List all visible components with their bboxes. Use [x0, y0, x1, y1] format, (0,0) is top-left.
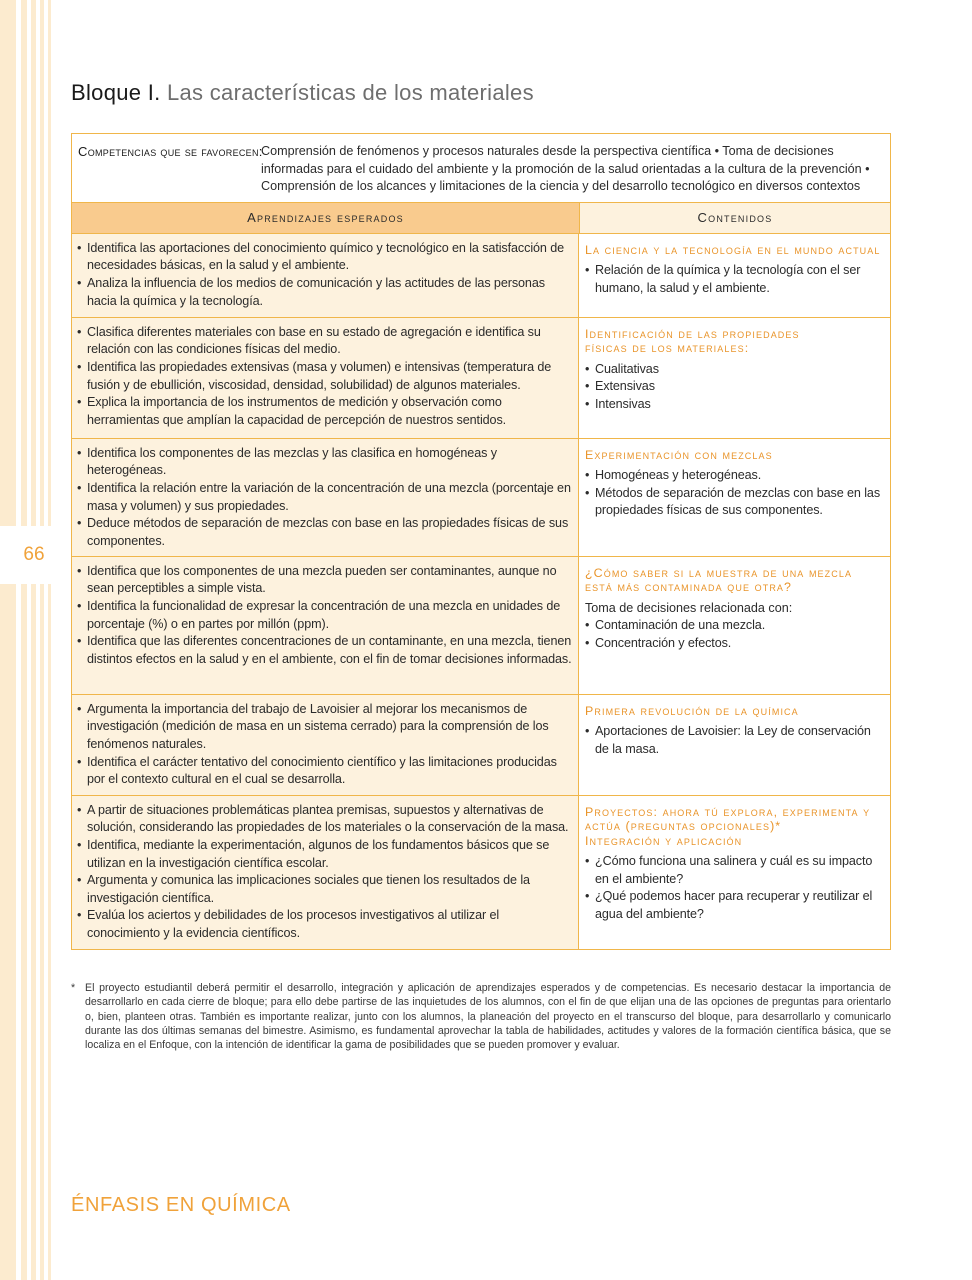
competencias-label: Competencias que se favorecen: — [78, 144, 263, 159]
curriculum-table — [71, 133, 891, 950]
contenidos-cell — [579, 318, 890, 438]
contenidos-cell — [579, 557, 890, 694]
aprendizajes-cell — [72, 557, 579, 694]
aprendizaje-item: • Deduce métodos de separación de mezclas con base en las propiedades físicas de sus componentes. — [77, 515, 574, 550]
aprendizaje-item: • Identifica que los componentes de una mezcla pueden ser contaminantes, aunque no sean perceptibles a simple vista. — [77, 563, 574, 598]
aprendizaje-item: • Argumenta y comunica las implicaciones sociales que tienen los resultados de la investigación científica. — [77, 872, 574, 907]
content-title: ¿Cómo saber si la muestra de una mezcla está más contaminada que otra? — [585, 565, 853, 595]
contenidos-cell — [579, 234, 890, 317]
content-item: • ¿Cómo funciona una salinera y cuál es su impacto en el ambiente? — [585, 853, 884, 888]
content-title: La ciencia y la tecnología en el mundo actual — [585, 242, 881, 257]
table-row — [72, 556, 890, 694]
contenidos-cell — [579, 796, 890, 949]
footnote-text: El proyecto estudiantil deberá permitir el desarrollo, integración y aplicación de aprendizajes esperados y de competencias. Es necesario destacar la importancia de desarrollarlo en cada cierre de bloque; para ello debe partirse de las inquietudes de los alumnos, con el fin de que elijan una de las opciones de preguntas para orientarlo o, bien, planteen otras. También es importante realizar, junto con los alumnos, la planeación del proyecto en el transcurso del bloque, para desarrollarlo y comunicarlo durante las dos últimas semanas del bimestre. Asimismo, es fundamental aprovechar la tabla de habilidades, actitudes y valores de la formación científica básica, que se localiza en el Enfoque, con la intención de identificar la gama de posibilidades que se pueden promover y evaluar. — [85, 982, 891, 1052]
margin-stripe — [0, 0, 16, 1280]
header-contenidos: Contenidos — [580, 203, 890, 233]
aprendizajes-cell — [72, 318, 579, 438]
aprendizaje-item: • Identifica la relación entre la variación de la concentración de una mezcla (porcentaje en masa y volumen) y sus propiedades. — [77, 480, 574, 515]
margin-stripe — [21, 0, 27, 1280]
contenidos-cell — [579, 695, 890, 795]
footnote — [71, 981, 891, 1052]
content-item: • ¿Qué podemos hacer para recuperar y reutilizar el agua del ambiente? — [585, 888, 884, 923]
margin-stripe — [31, 0, 36, 1280]
content-item: • Relación de la química y la tecnología con el ser humano, la salud y el ambiente. — [585, 262, 884, 297]
header-aprendizajes: Aprendizajes esperados — [72, 203, 580, 233]
page-number: 66 — [23, 544, 45, 565]
title-block-name: Las características de los materiales — [166, 80, 534, 105]
aprendizajes-cell — [72, 234, 579, 317]
content-item: • Concentración y efectos. — [585, 635, 884, 653]
aprendizaje-item: • Identifica los componentes de las mezclas y las clasifica en homogéneas y heterogéneas. — [77, 445, 574, 480]
margin-stripe — [48, 0, 51, 1280]
content-item: • Cualitativas — [585, 361, 884, 379]
table-row — [72, 795, 890, 949]
content-title: Proyectos: ahora tú explora, experimenta y actúa (preguntas opcionales)* — [585, 804, 871, 834]
content-title: Primera revolución de la química — [585, 703, 799, 718]
page-title — [71, 80, 534, 106]
table-row — [72, 694, 890, 795]
aprendizaje-item: • Identifica las aportaciones del conocimiento químico y tecnológico en la satisfacción de necesidades básicas, en la salud y el ambiente. — [77, 240, 574, 275]
margin-stripe — [40, 0, 44, 1280]
table-row — [72, 317, 890, 438]
aprendizaje-item: • Evalúa los aciertos y debilidades de los procesos investigativos al utilizar el conocimiento y la evidencia científicos. — [77, 907, 574, 942]
aprendizaje-item: • Identifica el carácter tentativo del conocimiento científico y las limitaciones producidas por el contexto cultural en el cual se desarrolla. — [77, 754, 574, 789]
aprendizaje-item: • Identifica que las diferentes concentraciones de un contaminante, en una mezcla, tienen distintos efectos en la salud y en el ambiente, con el fin de tomar decisiones informadas. — [77, 633, 574, 668]
content-intro: Toma de decisiones relacionada con: — [585, 600, 793, 615]
table-row — [72, 233, 890, 317]
table-row — [72, 438, 890, 556]
competencias-row — [72, 134, 890, 202]
competencias-text: Comprensión de fenómenos y procesos naturales desde la perspectiva científica • Toma de decisiones informadas para el cuidado del ambiente y la promoción de la salud orientadas a la cultura de la prevención • Comprensión de los alcances y limitaciones de la ciencia y del desarrollo tecnológico en diversos contextos — [261, 144, 870, 194]
aprendizajes-cell — [72, 796, 579, 949]
content-subtitle: Integración y aplicación — [585, 833, 743, 848]
aprendizaje-item: • Explica la importancia de los instrumentos de medición y observación como herramientas que amplían la capacidad de percepción de nuestros sentidos. — [77, 394, 574, 429]
content-item: • Extensivas — [585, 378, 884, 396]
title-block-label: Bloque I. — [71, 80, 161, 105]
content-title: Experimentación con mezclas — [585, 447, 773, 462]
aprendizajes-cell — [72, 695, 579, 795]
content-item: • Aportaciones de Lavoisier: la Ley de conservación de la masa. — [585, 723, 884, 758]
footnote-marker: * — [71, 982, 76, 994]
content-item: • Intensivas — [585, 396, 884, 414]
aprendizaje-item: • A partir de situaciones problemáticas plantea premisas, supuestos y alternativas de solución, considerando las propiedades de los materiales o la conservación de la masa. — [77, 802, 574, 837]
content-item: • Métodos de separación de mezclas con base en las propiedades físicas de sus componentes. — [585, 485, 884, 520]
aprendizaje-item: • Identifica la funcionalidad de expresar la concentración de una mezcla en unidades de porcentaje (%) o en partes por millón (ppm). — [77, 598, 574, 633]
table-header-row — [72, 202, 890, 233]
contenidos-cell — [579, 439, 890, 556]
aprendizaje-item: • Identifica, mediante la experimentación, algunos de los fundamentos básicos que se utilizan en la investigación científica escolar. — [77, 837, 574, 872]
content-item: • Contaminación de una mezcla. — [585, 617, 884, 635]
content-item: • Homogéneas y heterogéneas. — [585, 467, 884, 485]
aprendizajes-cell — [72, 439, 579, 556]
aprendizaje-item: • Analiza la influencia de los medios de comunicación y las actitudes de las personas hacia la química y la tecnología. — [77, 275, 574, 310]
aprendizaje-item: • Argumenta la importancia del trabajo de Lavoisier al mejorar los mecanismos de investigación (medición de masa en un sistema cerrado) para la comprensión de los fenómenos naturales. — [77, 701, 574, 754]
aprendizaje-item: • Identifica las propiedades extensivas (masa y volumen) e intensivas (temperatura de fusión y de ebullición, viscosidad, densidad, solubilidad) de algunos materiales. — [77, 359, 574, 394]
footer-emphasis: ÉNFASIS EN QUÍMICA — [71, 1194, 291, 1216]
content-title: Identificación de las propiedades físicas de los materiales: — [585, 326, 800, 356]
aprendizaje-item: • Clasifica diferentes materiales con base en su estado de agregación e identifica su relación con las condiciones físicas del medio. — [77, 324, 574, 359]
